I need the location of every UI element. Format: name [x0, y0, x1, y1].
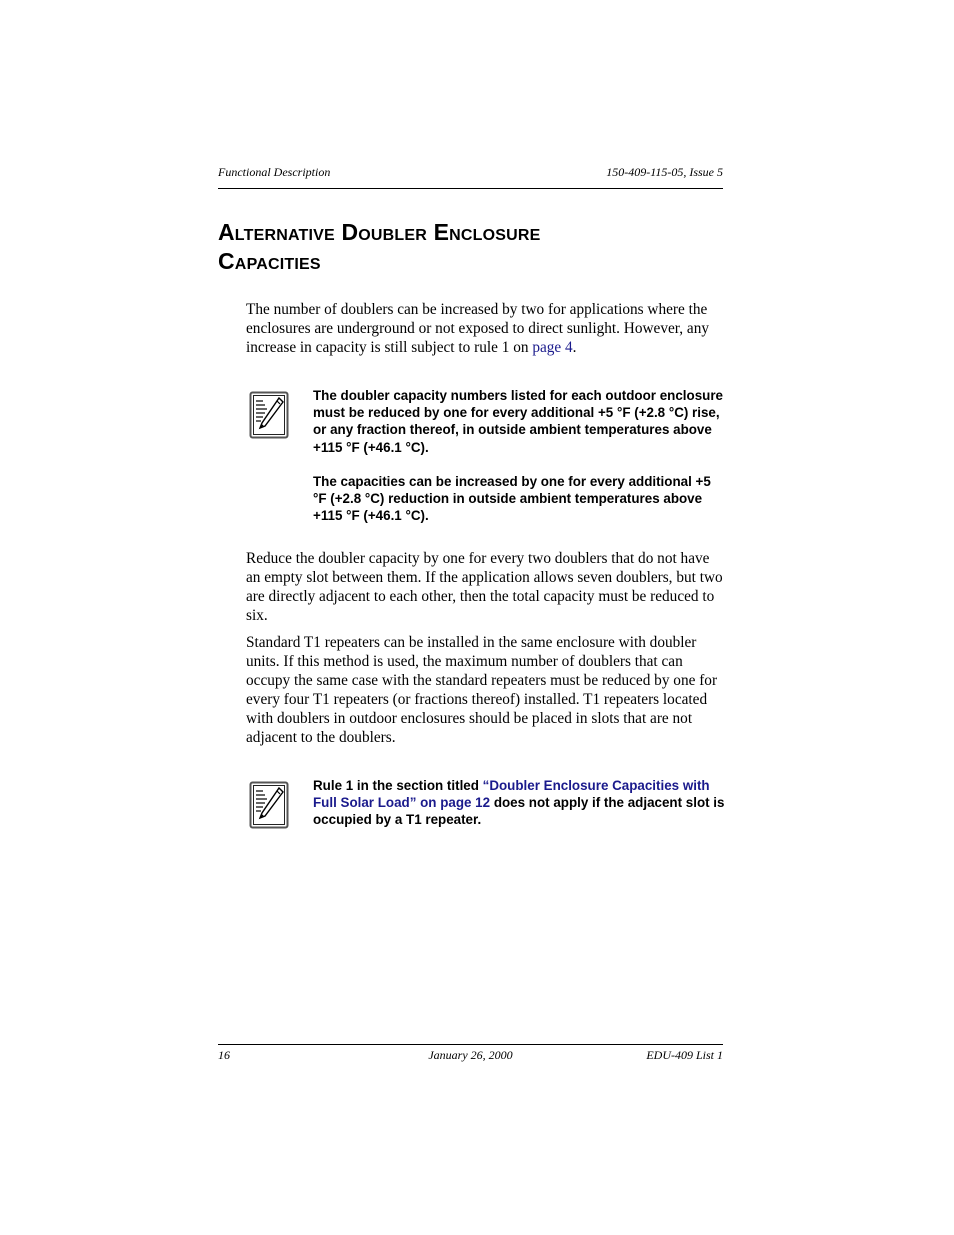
doubler-spacing-paragraph: Reduce the doubler capacity by one for every two doublers that do not have an empty slot between them. If the application allows seven doublers, but two are directly adjacent to each other, then the total capacity must be reduced to six.: [246, 550, 723, 624]
intro-paragraph: [246, 300, 723, 357]
page-header: [218, 164, 723, 189]
footer-date: January 26, 2000: [428, 1048, 513, 1062]
note2-text-pre: Rule 1 in the section titled: [313, 778, 483, 793]
note2-text-post: does not apply if the adjacent slot is occupied by a T1 repeater.: [313, 795, 725, 828]
header-document-number: 150-409-115-05, Issue 5: [606, 165, 723, 179]
section-title-line2: Capacities: [218, 248, 321, 274]
note1-paragraph1: The doubler capacity numbers listed for each outdoor enclosure must be reduced by one for every additional +5 °F (+2.8 °C) rise, or any fraction thereof, in outside ambient temperatures above +115 °F (+46.1 °C).: [313, 388, 723, 455]
note-pencil-icon: [249, 781, 289, 829]
intro-paragraph-text: The number of doublers can be increased by two for applications where the enclosures are underground or not exposed to direct sunlight. However, any increase in capacity is still subject to rule 1 on: [246, 301, 709, 356]
note2-paragraph: [313, 777, 725, 829]
note1-paragraph2: The capacities can be increased by one for every additional +5 °F (+2.8 °C) reduction in outside ambient temperatures above +115 °F (+46.1 °C).: [313, 474, 711, 524]
page-footer: [218, 1044, 723, 1065]
footer-page-number: 16: [218, 1048, 230, 1062]
note-pencil-icon: [249, 391, 289, 439]
footer-document-id: EDU-409 List 1: [646, 1048, 723, 1062]
intro-paragraph-end: .: [572, 339, 577, 356]
page-4-link[interactable]: page 4: [532, 339, 573, 356]
section-title-line1: Alternative Doubler Enclosure: [218, 219, 541, 245]
section-title: [218, 218, 723, 276]
t1-repeaters-paragraph: Standard T1 repeaters can be installed in the same enclosure with doubler units. If this method is used, the maximum number of doublers that can occupy the same case with the standard repeaters must be reduced by one for every four T1 repeaters (or fractions thereof) installed. T1 repeaters located with doublers in outdoor enclosures should be placed in slots that are not adjacent to the doublers.: [246, 634, 718, 746]
doubler-enclosure-capacities-link[interactable]: “Doubler Enclosure Capacities with Full Solar Load” on page 12: [313, 778, 710, 811]
header-section-title: Functional Description: [218, 165, 331, 179]
